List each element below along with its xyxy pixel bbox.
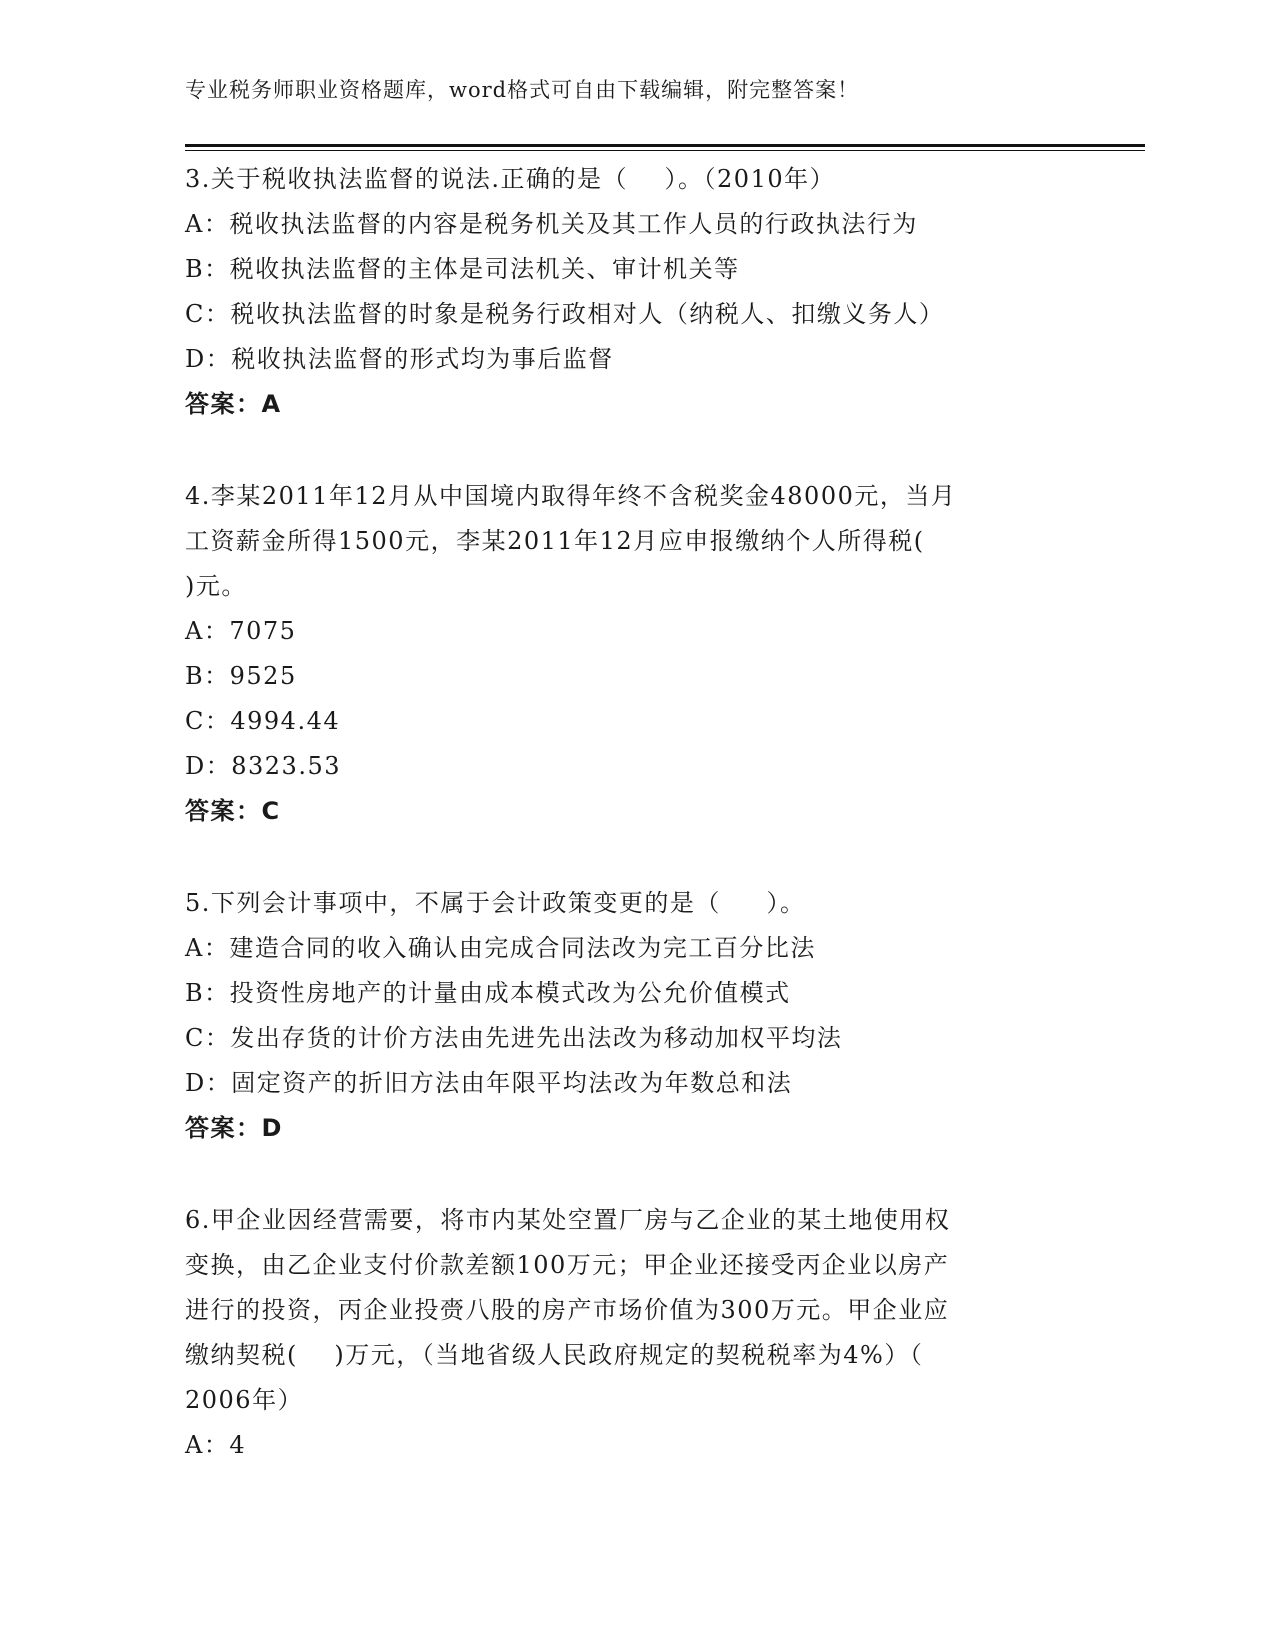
option-d: D：8323.53 — [185, 752, 341, 780]
answer-label: 答案：A — [185, 390, 282, 418]
option-a: A：税收执法监督的内容是税务机关及其工作人员的行政执法行为 — [185, 210, 918, 238]
question-list — [185, 157, 1055, 1468]
question-block — [185, 474, 1055, 834]
question-stem: 2006年） — [185, 1386, 304, 1414]
page-header: 专业税务师职业资格题库，word格式可自由下载编辑，附完整答案！ — [185, 78, 860, 102]
option-c: C：税收执法监督的时象是税务行政相对人（纳税人、扣缴义务人） — [185, 300, 945, 328]
header-rule-thin — [185, 150, 1145, 151]
question-block — [185, 157, 1055, 427]
question-gap — [185, 1151, 1055, 1198]
question-block — [185, 881, 1055, 1151]
question-gap — [185, 427, 1055, 474]
question-block — [185, 1198, 1055, 1468]
question-gap — [185, 834, 1055, 881]
question-stem: 3.关于税收执法监督的说法.正确的是（ ）。（2010年） — [185, 165, 836, 193]
question-stem: 4.李某2011年12月从中国境内取得年终不含税奖金48000元，当月 — [185, 482, 957, 510]
answer-label: 答案：D — [185, 1114, 283, 1142]
question-stem: )元。 — [185, 572, 247, 600]
question-stem: 变换，由乙企业支付价款差额100万元；甲企业还接受丙企业以房产 — [185, 1251, 950, 1279]
option-b: B：投资性房地产的计量由成本模式改为公允价值模式 — [185, 979, 791, 1007]
question-stem: 工资薪金所得1500元，李某2011年12月应申报缴纳个人所得税( — [185, 527, 925, 555]
option-c: C：4994.44 — [185, 707, 341, 735]
option-d: D：税收执法监督的形式均为事后监督 — [185, 345, 614, 373]
option-a: A：建造合同的收入确认由完成合同法改为完工百分比法 — [185, 934, 816, 962]
option-b: B：9525 — [185, 662, 297, 690]
option-c: C：发出存货的计价方法由先进先出法改为移动加权平均法 — [185, 1024, 843, 1052]
option-b: B：税收执法监督的主体是司法机关、审计机关等 — [185, 255, 740, 283]
question-stem: 5.下列会计事项中，不属于会计政策变更的是（ ）。 — [185, 889, 806, 917]
option-a: A：7075 — [185, 617, 297, 645]
answer-label: 答案：C — [185, 797, 281, 825]
question-stem: 缴纳契税( )万元，（当地省级人民政府规定的契税税率为4%）（ — [185, 1341, 924, 1369]
question-stem: 进行的投资，丙企业投赍八股的房产市场价值为300万元。甲企业应 — [185, 1296, 950, 1324]
option-a: A：4 — [185, 1431, 247, 1459]
header-rule-thick — [185, 144, 1145, 147]
question-stem: 6.甲企业因经营需要，将市内某处空置厂房与乙企业的某土地使用权 — [185, 1206, 951, 1234]
option-d: D：固定资产的折旧方法由年限平均法改为年数总和法 — [185, 1069, 793, 1097]
